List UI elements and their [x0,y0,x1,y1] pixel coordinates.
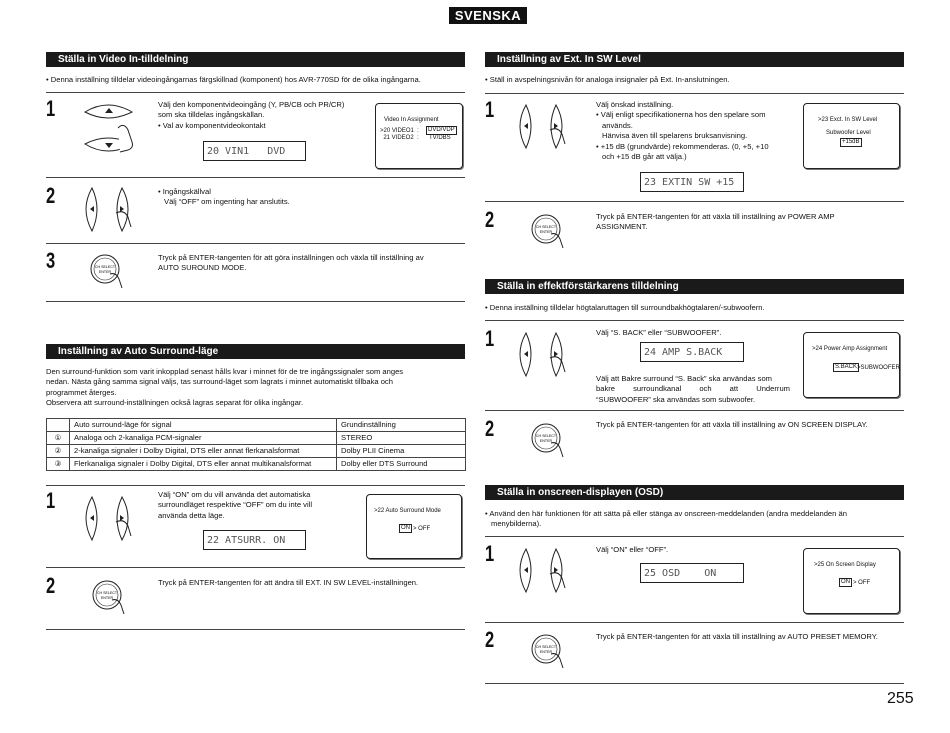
divider [46,243,465,244]
osd-section-intro: • Använd den här funktionen för att sätta på eller stänga av onscreen-meddelanden (andra meddelanden än menybilderna). [485,509,847,529]
divider [46,485,465,486]
auto-surround-table [46,418,466,471]
osd-screen: >24 Power Amp Assignment S.BACK >SUBWOOFER [803,332,900,398]
step-number: 2 [485,627,495,652]
video-in-step3-text: Tryck på ENTER-tangenten för att göra inställningen och växla till inställning av AUTO SUROUND MODE. [158,253,424,273]
auto-surround-header: Inställning av Auto Surround-läge [46,344,465,359]
table-row: ③ Flerkanaliga signaler i Dolby Digital, DTS eller annat multikanalsformat Dolby eller DTS Surround [47,458,466,471]
step-number: 2 [485,416,495,441]
divider [46,301,465,302]
osd-screen: Video In Assignment >20 VIDEO1 : DVD/VDP 21 VIDEO2 : TV/DBS [375,103,463,169]
enter-button-icon [90,578,130,618]
power-amp-step1-title: Välj “S. BACK” eller “SUBWOOFER”. [596,328,722,337]
svg-text:ENTER: ENTER [98,270,112,274]
osd-screen: >23 Exct. In SW Level Subwoofer Level +15dB [803,103,900,169]
divider [485,622,904,623]
svg-text:CH SELECT: CH SELECT [535,434,557,438]
video-in-step1-text: Välj den komponentvideoingång (Y, PB/CB och PR/CR) som ska tilldelas ingångskällan. • Val av komponentvideokontakt [158,100,345,130]
step-number: 1 [46,96,56,121]
svg-text:CH SELECT: CH SELECT [535,645,557,649]
svg-text:ENTER: ENTER [539,230,553,234]
table-row: ① Analoga och 2-kanaliga PCM-signaler STEREO [47,432,466,445]
power-amp-intro: • Denna inställning tilldelar högtalaruttagen till surroundbakhögtalaren/-subwoofern. [485,303,765,312]
enter-button-icon [88,252,128,292]
lcd-display: 20 VIN1 DVD [203,141,306,161]
step-number: 3 [46,248,56,273]
osd-section-step2-text: Tryck på ENTER-tangenten för att växla till inställning av AUTO PRESET MEMORY. [596,632,878,641]
svg-text:ENTER: ENTER [539,650,553,654]
svg-text:CH SELECT: CH SELECT [96,591,118,595]
svg-text:ENTER: ENTER [539,439,553,443]
power-amp-step2-text: Tryck på ENTER-tangenten för att växla till inställning av ON SCREEN DISPLAY. [596,420,868,429]
divider [485,320,904,321]
enter-button-icon [529,632,569,672]
video-in-step2-text: • Ingångskällval Välj “OFF” om ingenting har anslutits. [158,187,290,207]
ext-sw-header: Inställning av Ext. In SW Level [485,52,904,67]
power-amp-step1-text: Välj att Bakre surround “S. Back” ska användas som bakre surroundkanal och att Underrum “SUBWOOFER” ska användas som subwoofer. [596,374,790,404]
lcd-display: 24 AMP S.BACK [640,342,744,362]
video-in-intro: • Denna inställning tilldelar videoingångarnas färgskillnad (komponent) hos AVR-770SD för de olika ingångarna. [46,75,421,84]
step-number: 2 [485,207,495,232]
page-number: 255 [887,690,914,707]
step-number: 1 [485,541,495,566]
table-row: ② 2-kanaliga signaler i Dolby Digital, DTS eller annat flerkanalsformat Dolby PLII Cinema [47,445,466,458]
divider [485,683,904,684]
osd-section-step1-text: Välj “ON” eller “OFF”. [596,545,669,554]
ext-sw-step1-text: Välj önskad inställning. • Välj enligt specifikationerna hos den spelare som används. Hänvisa även till spelarens bruksanvisning. • +15 dB (grundvärde) rekommenderas. (0, +5, +10 och +15 dB går att välja.) [596,100,769,162]
svg-text:CH SELECT: CH SELECT [535,225,557,229]
step-number: 1 [46,488,56,513]
left-right-buttons-icon [78,185,138,235]
table-header-row: Auto surround-läge för signal Grundinställning [47,419,466,432]
osd-screen: >25 On Screen Display ON > OFF [803,548,900,614]
left-right-buttons-icon [512,330,572,380]
divider [485,201,904,202]
auto-surround-step2-text: Tryck på ENTER-tangenten för att ändra till EXT. IN SW LEVEL-inställningen. [158,578,419,587]
divider [485,536,904,537]
divider [46,567,465,568]
divider [485,93,904,94]
power-amp-header: Ställa in effektförstärkarens tilldelning [485,279,904,294]
auto-surround-description: Den surround-funktion som varit inkopplad senast hålls kvar i minnet för de tre ingångssignaler som anges nedan. Nästa gång samma signal väljs, tas surround-läget som lagrats i minnet automatiskt tillbaka och programmet återges. Observera att surround-inställningen också lagras separat för olika ingångar. [46,367,404,408]
svg-text:ENTER: ENTER [100,596,114,600]
left-right-buttons-icon [512,102,572,152]
ext-sw-intro: • Ställ in avspelningsnivån för analoga insignaler på Ext. In-anslutningen. [485,75,730,84]
osd-screen: >22 Auto Surround Mode ON > OFF [366,494,462,559]
up-down-buttons-icon [80,98,138,160]
enter-button-icon [529,212,569,252]
lcd-display: 22 ATSURR. ON [203,530,306,550]
step-number: 2 [46,183,56,208]
lcd-display: 23 EXTIN SW +15 [640,172,744,192]
left-right-buttons-icon [512,546,572,596]
osd-section-header: Ställa in onscreen-displayen (OSD) [485,485,904,500]
language-tab: SVENSKA [449,7,527,24]
step-number: 1 [485,326,495,351]
step-number: 1 [485,97,495,122]
video-in-header: Ställa in Video In-tilldelning [46,52,465,67]
divider [485,410,904,411]
left-right-buttons-icon [78,494,138,544]
step-number: 2 [46,573,56,598]
divider [46,92,465,93]
auto-surround-step1-text: Välj “ON” om du vill använda det automatiska surroundläget respektive “OFF” om du inte vill använda detta läge. [158,490,313,520]
svg-text:CH SELECT: CH SELECT [94,265,116,269]
ext-sw-step2-text: Tryck på ENTER-tangenten för att växla till inställning av POWER AMP ASSIGNMENT. [596,212,835,232]
divider [46,629,465,630]
lcd-display: 25 OSD ON [640,563,744,583]
divider [46,177,465,178]
enter-button-icon [529,421,569,461]
